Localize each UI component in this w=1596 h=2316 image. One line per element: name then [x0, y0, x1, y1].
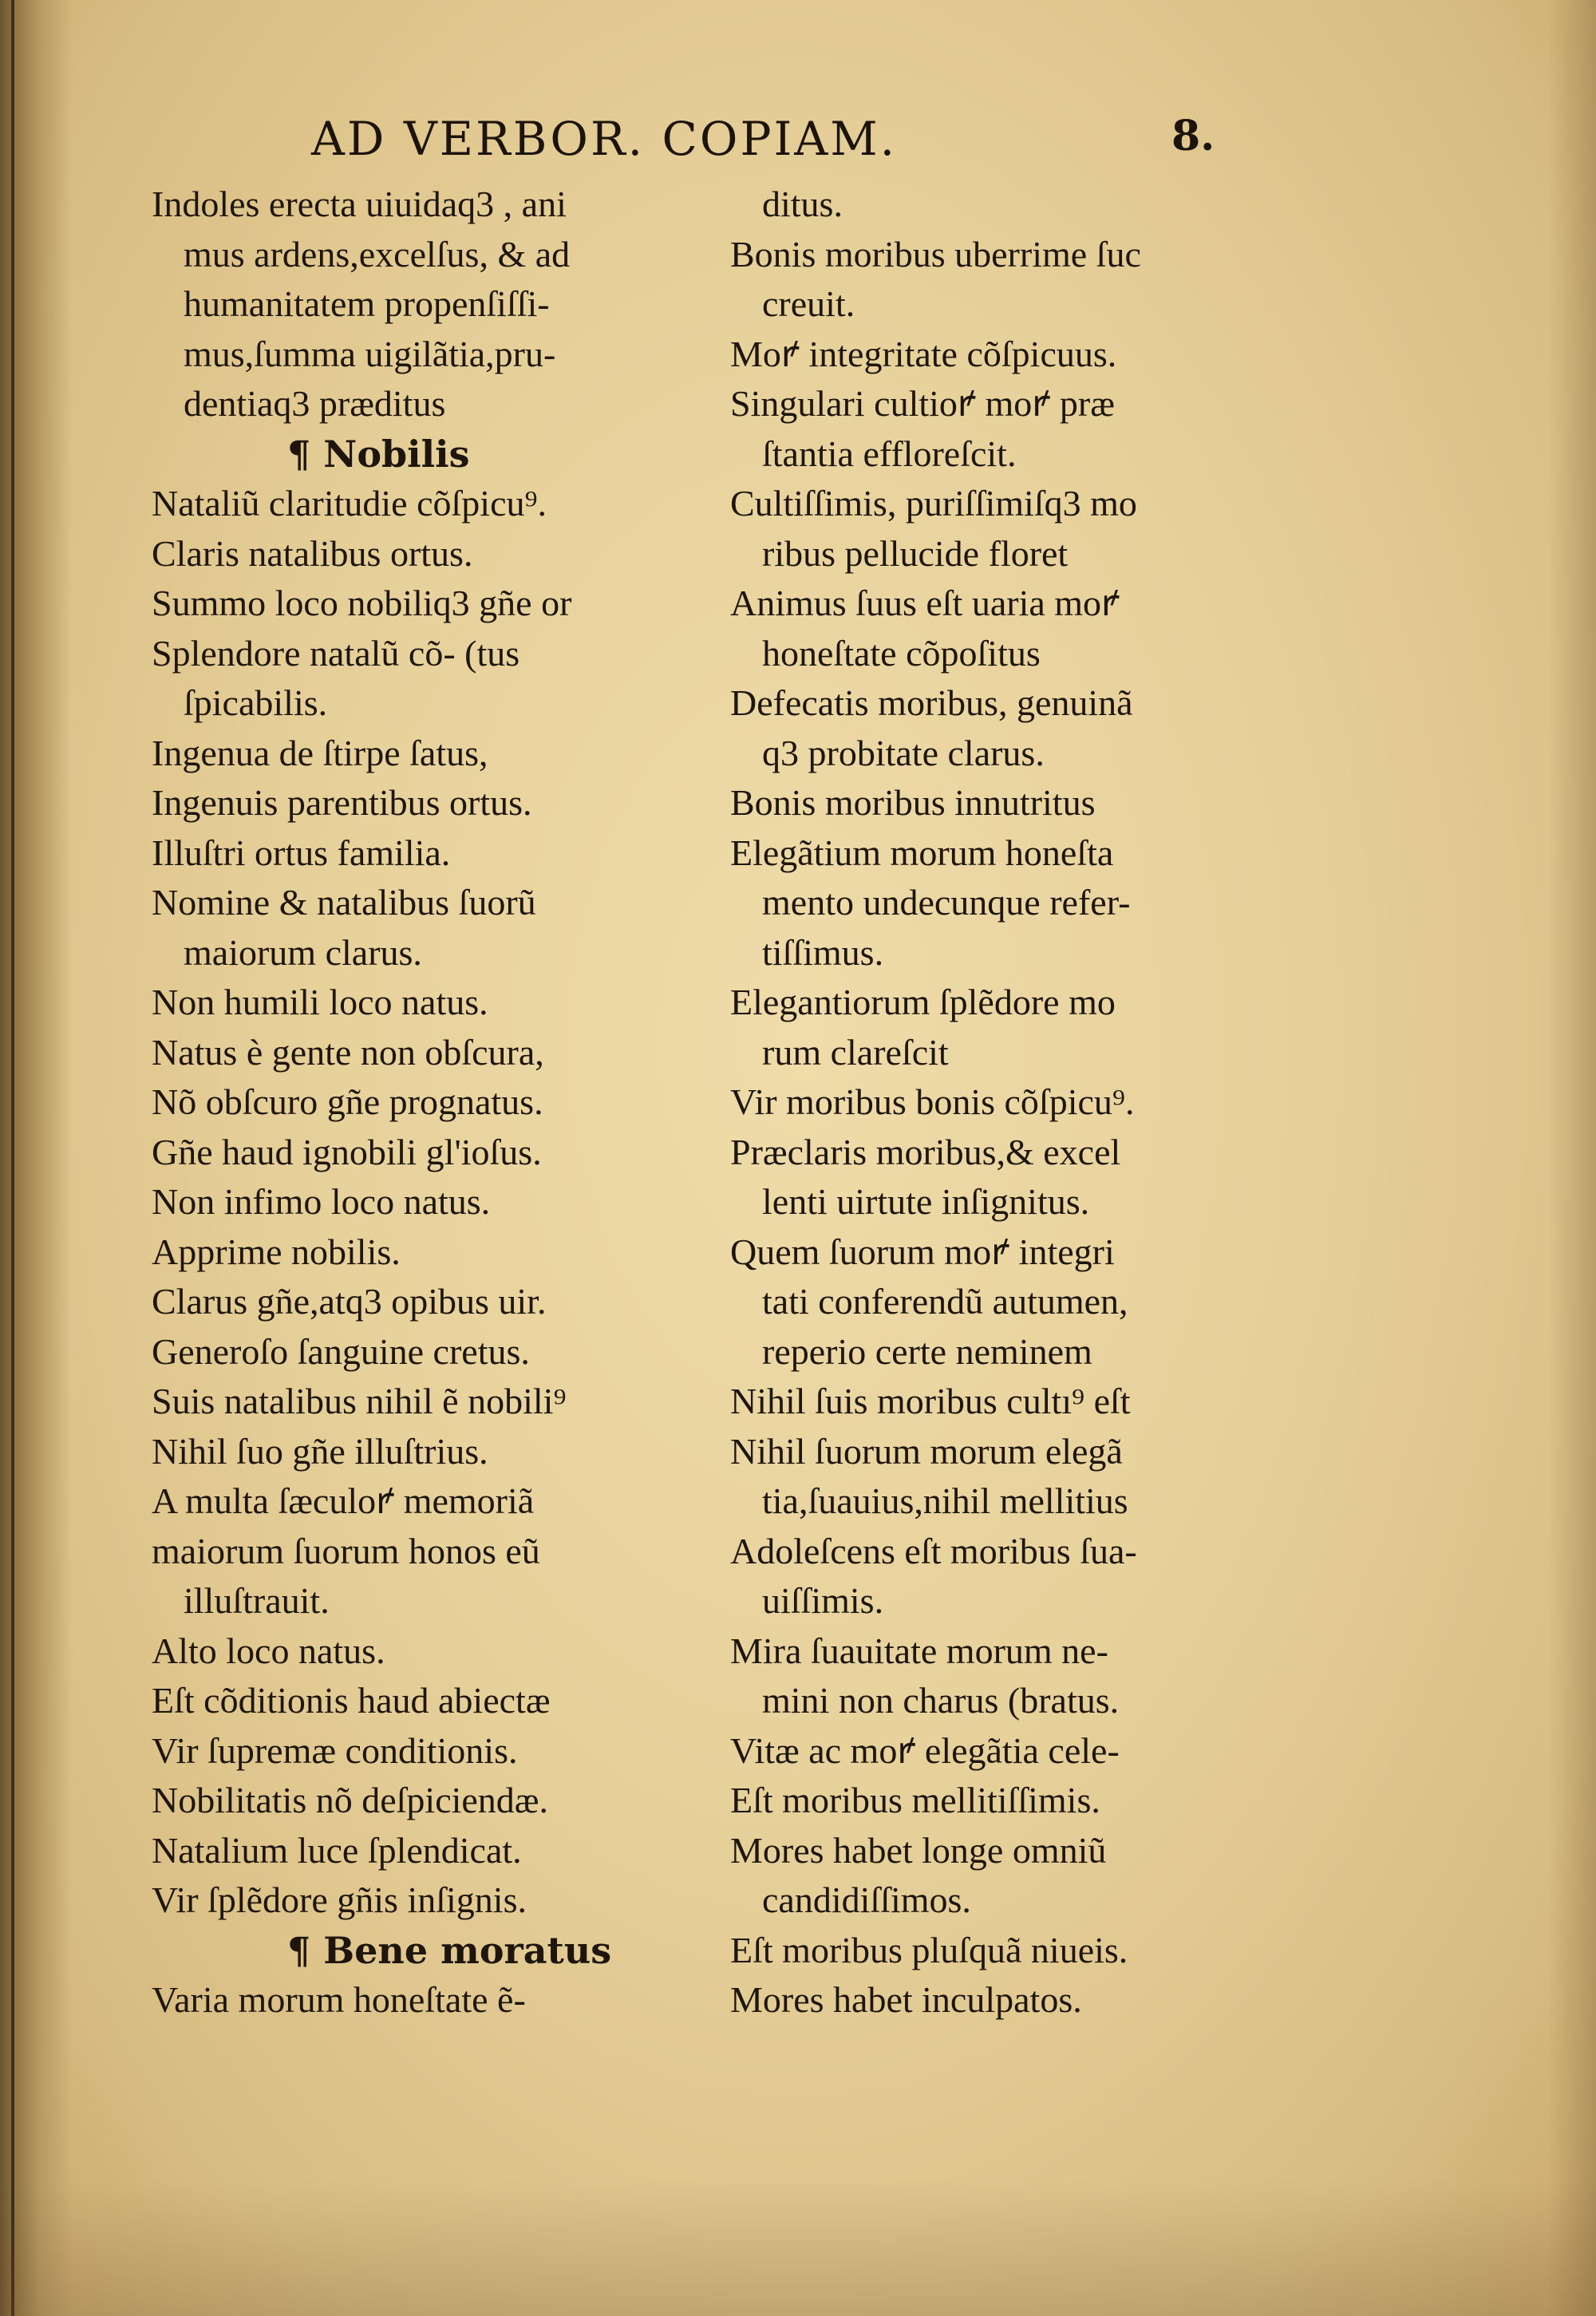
text-line: Generoſo ſanguine cretus.: [152, 1330, 530, 1372]
text-line: Mira ſuauitate morum ne-: [730, 1630, 1108, 1671]
page-number: 8.: [1171, 112, 1215, 160]
text-line: Animus ſuus eſt uaria moꝵ: [730, 583, 1120, 623]
text-line: Mores habet longe omniũ: [730, 1829, 1107, 1871]
text-line: Vir moribus bonis cõſpicu⁹.: [730, 1081, 1135, 1122]
page-edge-bottom: [0, 2180, 1596, 2316]
text-line: Nobilitatis nõ deſpiciendæ.: [152, 1780, 548, 1820]
text-line: Defecatis moribus, genuinã: [730, 682, 1133, 723]
text-line: lenti uirtute inſignitus.: [762, 1181, 1090, 1222]
text-line: rum clareſcit: [762, 1031, 949, 1073]
section-heading-nobilis: ¶ Nobilis: [287, 432, 470, 476]
text-line: q3 probitate clarus.: [762, 732, 1045, 773]
text-line: Nomine & natalibus ſuorũ: [152, 882, 536, 923]
text-line: Nihil ſuo gñe illuſtrius.: [152, 1430, 488, 1472]
text-line: Splendore natalũ cõ- (tus: [152, 632, 520, 674]
text-line: Vitæ ac moꝵ elegãtia cele-: [730, 1729, 1120, 1771]
right-column: [730, 180, 1321, 2026]
text-line: ditus.: [762, 184, 843, 224]
text-line: Nõ obſcuro gñe prognatus.: [152, 1081, 543, 1122]
text-line: tia,ſuauius,nihil mellitius: [762, 1480, 1128, 1521]
text-line: Bonis moribus uberrime ſuc: [730, 233, 1141, 275]
text-line: uiſſimis.: [762, 1580, 884, 1621]
text-line: Nihil ſuorum morum elegã: [730, 1430, 1123, 1472]
text-line: Mores habet inculpatos.: [730, 1979, 1082, 2020]
text-line: Elegãtium morum honeſta: [730, 832, 1114, 873]
left-column: [152, 180, 726, 2026]
text-line: dentiaq3 præditus: [184, 383, 446, 424]
text-line: Indoles erecta uiuidaq3 , ani: [152, 184, 567, 224]
text-line: Alto loco natus.: [152, 1630, 385, 1671]
section-heading-bene-moratus: ¶ Bene moratus: [287, 1928, 612, 1972]
text-line: Ingenua de ſtirpe ſatus,: [152, 732, 488, 773]
text-line: Illuſtri ortus familia.: [152, 832, 451, 873]
text-line: Præclaris moribus,& excel: [730, 1131, 1121, 1172]
text-line: Eſt moribus pluſquã niueis.: [730, 1929, 1128, 1970]
text-line: Ingenuis parentibus ortus.: [152, 782, 532, 823]
text-line: ſpicabilis.: [184, 682, 328, 723]
text-line: mento undecunque refer-: [762, 882, 1131, 923]
text-line: mini non charus (bratus.: [762, 1680, 1120, 1721]
text-line: Non humili loco natus.: [152, 982, 488, 1022]
text-line: Adoleſcens eſt moribus ſua-: [730, 1530, 1137, 1571]
text-line: Natus è gente non obſcura,: [152, 1031, 544, 1073]
text-line: candidiſſimos.: [762, 1879, 971, 1920]
text-line: Cultiſſimis, puriſſimiſq3 mo: [730, 483, 1137, 524]
page-edge-right: [1548, 0, 1596, 2316]
text-line: Non infimo loco natus.: [152, 1181, 491, 1222]
text-line: mus ardens,excelſus, & ad: [184, 233, 571, 275]
text-line: illuſtrauit.: [184, 1580, 330, 1621]
text-line: tati conferendũ autumen,: [762, 1281, 1128, 1322]
text-line: Eſt moribus mellitiſſimis.: [730, 1780, 1100, 1820]
text-line: A multa ſæculoꝵ memoriã: [152, 1480, 535, 1521]
text-line: Gñe haud ignobili gl'ioſus.: [152, 1131, 542, 1172]
text-line: Singulari cultioꝵ moꝵ præ: [730, 383, 1115, 424]
text-line: Quem ſuorum moꝵ integri: [730, 1231, 1115, 1272]
text-line: Moꝵ integritate cõſpicuus.: [730, 333, 1117, 374]
text-line: Nataliũ claritudie cõſpicu⁹.: [152, 483, 547, 524]
text-line: tiſſimus.: [762, 931, 884, 973]
text-line: Vir ſupremæ conditionis.: [152, 1729, 518, 1771]
text-line: Vir ſplẽdore gñis inſignis.: [152, 1879, 527, 1920]
text-line: maiorum clarus.: [184, 931, 422, 973]
spine-edge: [11, 0, 14, 2316]
text-line: honeſtate cõpoſitus: [762, 632, 1041, 674]
text-line: Bonis moribus innutritus: [730, 782, 1096, 823]
text-line: Varia morum honeſtate ẽ-: [152, 1979, 526, 2020]
text-line: mus,ſumma uigilãtia,pru-: [184, 333, 556, 374]
text-line: Summo loco nobiliq3 gñe or: [152, 583, 572, 623]
text-line: maiorum ſuorum honos eũ: [152, 1530, 540, 1571]
text-line: Natalium luce ſplendicat.: [152, 1829, 522, 1871]
text-line: Suis natalibus nihil ẽ nobili⁹: [152, 1381, 567, 1421]
text-line: creuit.: [762, 283, 855, 324]
text-line: Apprime nobilis.: [152, 1231, 401, 1272]
text-line: ribus pellucide floret: [762, 532, 1069, 574]
running-head: AD VERBOR. COPIAM.: [311, 112, 898, 166]
text-line: Eſt cõditionis haud abiectæ: [152, 1680, 551, 1721]
text-line: Elegantiorum ſplẽdore mo: [730, 982, 1116, 1022]
text-line: Clarus gñe,atq3 opibus uir.: [152, 1281, 547, 1322]
text-line: humanitatem propenſiſſi-: [184, 283, 550, 324]
text-line: Nihil ſuis moribus cultı⁹ eſt: [730, 1381, 1131, 1421]
text-line: ſtantia effloreſcit.: [762, 433, 1017, 474]
text-line: reperio certe neminem: [762, 1330, 1092, 1372]
text-line: Claris natalibus ortus.: [152, 532, 473, 574]
